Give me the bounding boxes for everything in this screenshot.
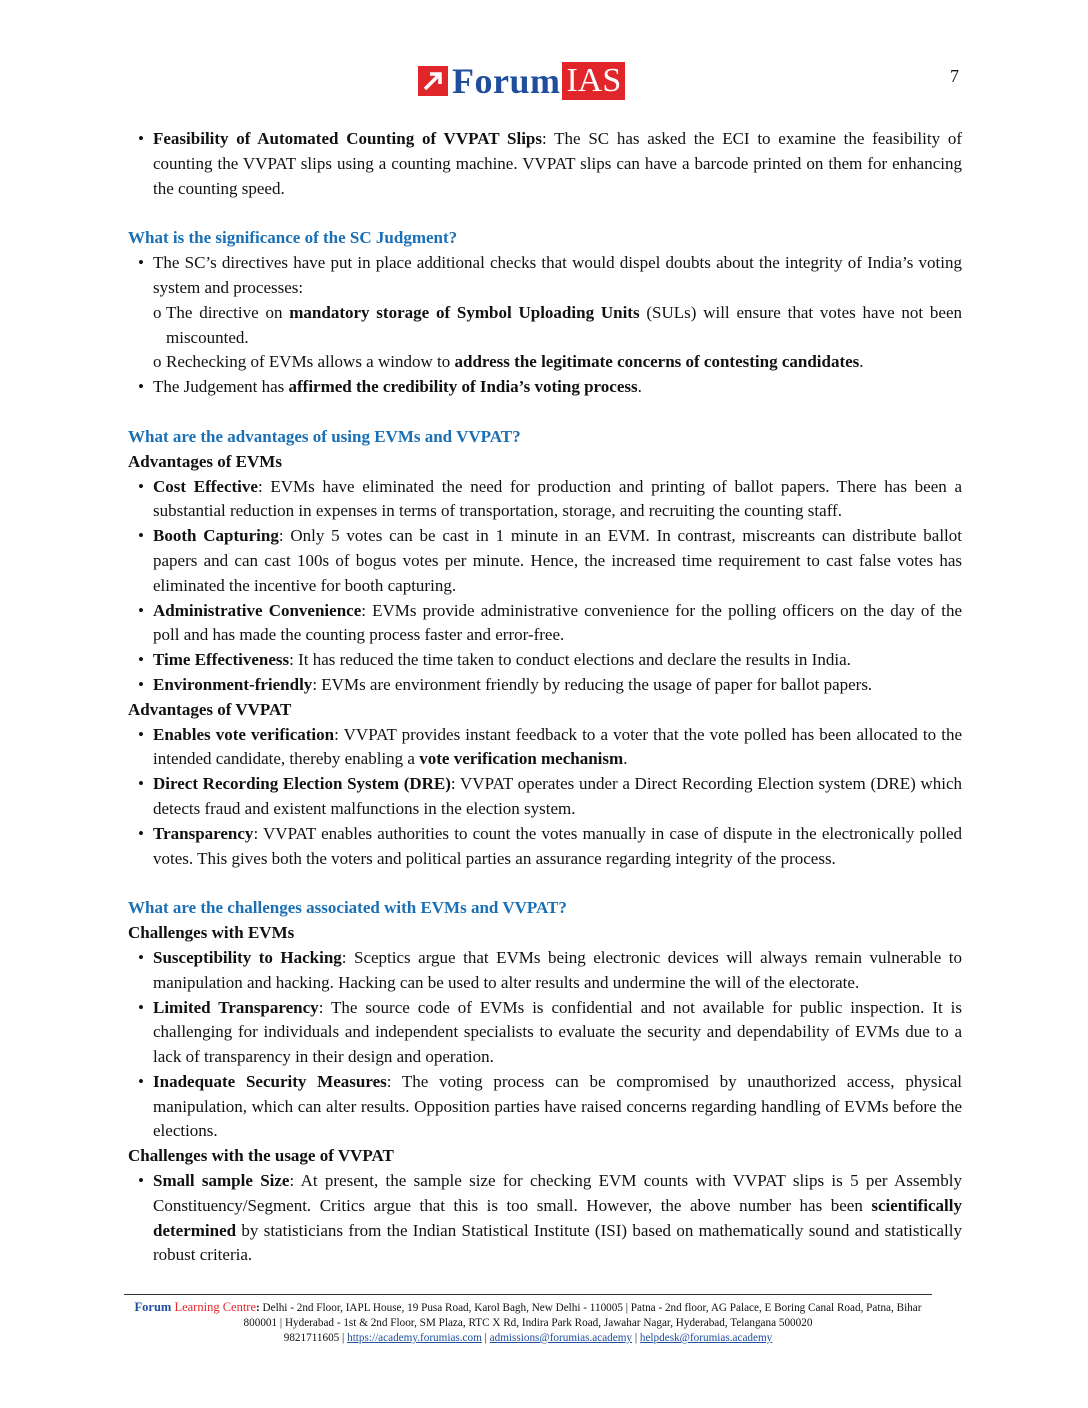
list-item: • Susceptibility to Hacking: Sceptics argue that EVMs being electronic devices will always remain vulnerable to manipulation and hacking. Hacking can be used to alter results and undermine the will of the electorate.: [128, 946, 962, 996]
vvpat-challenges-list: [128, 1169, 962, 1268]
logo-arrow-icon: [418, 66, 448, 96]
logo-forum-text: Forum: [452, 61, 561, 101]
sub-list-item: o Rechecking of EVMs allows a window to address the legitimate concerns of contesting candidates.: [128, 350, 962, 375]
list-item: • Small sample Size: At present, the sample size for checking EVM counts with VVPAT slips is 5 per Assembly Constituency/Segment. Critics argue that this is too small. However, the above number has been scientifically determined by statisticians from the Indian Statistical Institute (ISI) based on mathematically sound and statistically robust criteria.: [128, 1169, 962, 1268]
list-item: • Direct Recording Election System (DRE): VVPAT operates under a Direct Recording Election system (DRE) which detects fraud and existent malfunctions in the election system.: [128, 772, 962, 822]
document-body: [128, 127, 962, 1268]
page-number: 7: [950, 66, 959, 86]
forumias-logo: [418, 62, 625, 100]
list-item: • Feasibility of Automated Counting of VVPAT Slips: The SC has asked the ECI to examine the feasibility of counting the VVPAT slips using a counting machine. VVPAT slips can have a barcode printed on them for enhancing the counting speed.: [128, 127, 962, 201]
footer-link-helpdesk[interactable]: helpdesk@forumias.academy: [639, 1332, 773, 1344]
subheading-evm-advantages: Advantages of EVMs: [128, 451, 282, 471]
footer-phone: 9821711605 |: [283, 1332, 348, 1344]
sub-list-item: o The directive on mandatory storage of Symbol Uploading Units (SULs) will ensure that votes have not been miscounted.: [128, 301, 962, 351]
footer-forum: Forum: [134, 1300, 172, 1314]
significance-list-2: [128, 375, 962, 400]
evm-advantages-list: [128, 475, 962, 698]
section-heading-significance: What is the significance of the SC Judgment?: [128, 228, 458, 248]
list-item: • The SC’s directives have put in place additional checks that would dispel doubts about the integrity of India’s voting system and processes:: [128, 251, 962, 301]
list-item: • Administrative Convenience: EVMs provide administrative convenience for the polling officers on the day of the poll and has made the counting process faster and error-free.: [128, 599, 962, 649]
list-item: • The Judgement has affirmed the credibility of India’s voting process.: [128, 375, 962, 400]
section-heading-challenges: What are the challenges associated with EVMs and VVPAT?: [128, 898, 567, 918]
list-item: • Time Effectiveness: It has reduced the time taken to conduct elections and declare the results in India.: [128, 648, 962, 673]
logo-ias-text: IAS: [562, 62, 625, 100]
significance-sublist: [128, 301, 962, 375]
list-item: • Booth Capturing: Only 5 votes can be cast in 1 minute in an EVM. In contrast, miscreants can distribute ballot papers and can cast 100s of bogus votes per minute. Hence, the increased time requirement to cast false votes has eliminated the incentive for booth capturing.: [128, 524, 962, 598]
list-item: • Environment-friendly: EVMs are environment friendly by reducing the usage of paper for ballot papers.: [128, 673, 962, 698]
intro-list: [128, 127, 962, 201]
list-item: • Transparency: VVPAT enables authorities to count the votes manually in case of dispute in the electronically polled votes. This gives both the voters and political parties an assurance regarding integrity of the process.: [128, 822, 962, 872]
footer-learning-centre: Learning Centre: [171, 1300, 257, 1314]
list-item: • Limited Transparency: The source code of EVMs is confidential and not available for public inspection. It is challenging for individuals and independent specialists to evaluate the security and dependability of EVMs due to a lack of transparency in their design and operation.: [128, 996, 962, 1070]
list-item: • Enables vote verification: VVPAT provides instant feedback to a voter that the vote polled has been allocated to the intended candidate, thereby enabling a vote verification mechanism.: [128, 723, 962, 773]
list-item: • Cost Effective: EVMs have eliminated the need for production and printing of ballot papers. There has been a substantial reduction in expenses in terms of transportation, storage, and recruiting the counting staff.: [128, 475, 962, 525]
subheading-vvpat-challenges: Challenges with the usage of VVPAT: [128, 1146, 394, 1166]
evm-challenges-list: [128, 946, 962, 1144]
footer-address: Delhi - 2nd Floor, IAPL House, 19 Pusa Road, Karol Bagh, New Delhi - 110005 | Patna - 2nd floor, AG Palace, E Boring Canal Road, Patna, Bihar 800001 | Hyderabad - 1st & 2nd Floor, SM Plaza, RTC X Rd, Indira Park Road, Jawahar Nagar, Hyderabad, Telangana 500020: [243, 1302, 922, 1329]
subheading-vvpat-advantages: Advantages of VVPAT: [128, 699, 292, 719]
footer: Forum Learning Centre: Delhi - 2nd Floor, IAPL House, 19 Pusa Road, Karol Bagh, New Delhi - 110005 | Patna - 2nd floor, AG Palace, E Boring Canal Road, Patna, Bihar 800001 | Hyderabad - 1st & 2nd Floor, SM Plaza, RTC X Rd, Indira Park Road, Jawahar Nagar, Hyderabad, Telangana 500020 9821711605 | https://academy.forumias.com | admissions@forumias.academy | helpdesk@forumias.academy: [134, 1300, 922, 1344]
significance-list: [128, 251, 962, 301]
footer-link-admissions[interactable]: admissions@forumias.academy: [489, 1332, 633, 1344]
section-heading-advantages: What are the advantages of using EVMs and VVPAT?: [128, 426, 521, 446]
footer-link-academy[interactable]: https://academy.forumias.com: [347, 1332, 482, 1344]
vvpat-advantages-list: [128, 723, 962, 872]
subheading-evm-challenges: Challenges with EVMs: [128, 923, 295, 943]
list-item: • Inadequate Security Measures: The voting process can be compromised by unauthorized access, physical manipulation, which can alter results. Opposition parties have raised concerns regarding handling of EVMs before the elections.: [128, 1070, 962, 1144]
footer-divider: [124, 1294, 932, 1295]
